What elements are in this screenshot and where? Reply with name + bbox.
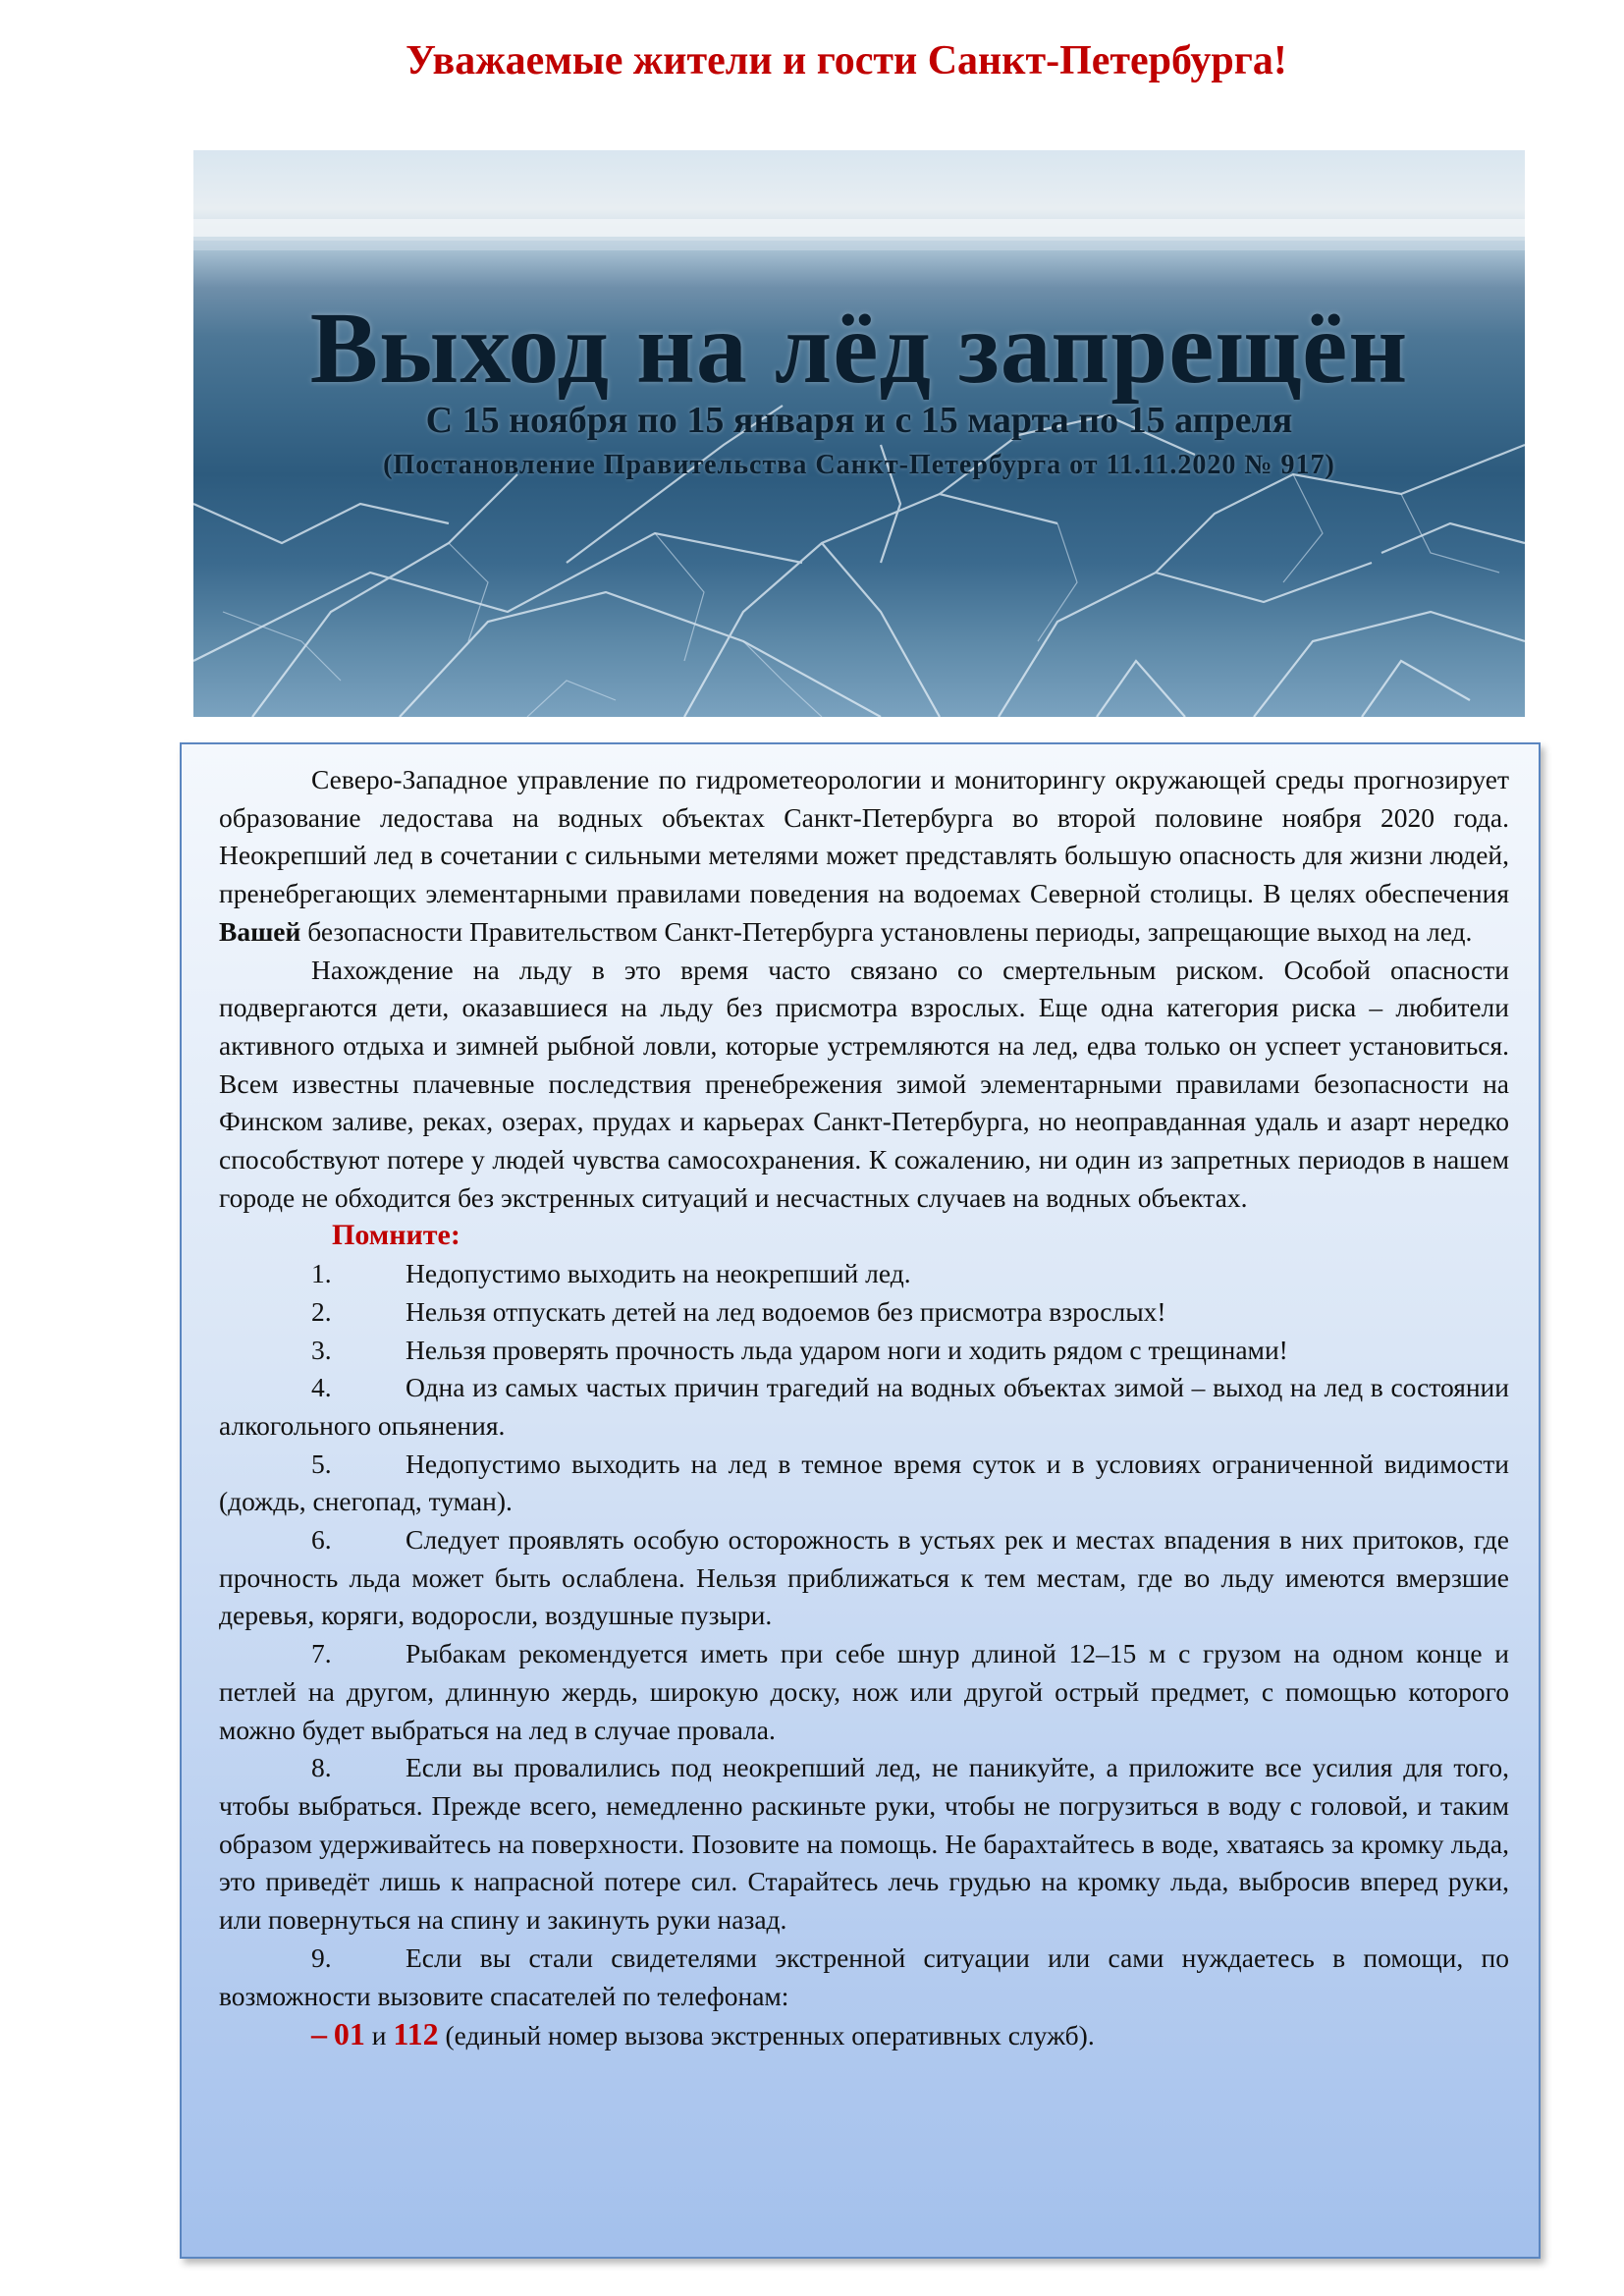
rule-text: Если вы провалились под неокрепший лед, не паникуйте, а приложите все усилия для того, чтобы выбраться. Прежде всего, немедленно раскиньте руки, чтобы не погрузиться в воду с головой, и таким образом удерживайтесь на поверхности. Позовите на помощь. Не барахтайтесь в воде, хватаясь за кромку льда, это приведёт лишь к напрасной потере сил. Старайтесь лечь грудью на кромку льда, выбросив вперед руки, или повернуться на спину и закинуть руки назад. [219, 1752, 1509, 1936]
rule-number: 5. [311, 1448, 332, 1479]
notice-box [180, 742, 1541, 2259]
rule-number: 6. [311, 1524, 332, 1556]
rule-item [219, 1749, 1509, 1940]
banner-dates: С 15 ноября по 15 января и с 15 марта по 15 апреля [425, 400, 1293, 441]
intro-bold: Вашей [219, 915, 301, 947]
phone-conjunction: и [371, 2020, 387, 2051]
phone-dash: – [311, 2016, 327, 2052]
phone-note: (единый номер вызова экстренных оперативных служб). [445, 2020, 1095, 2051]
rule-item [219, 1293, 1509, 1332]
rule-item [219, 1635, 1509, 1749]
rule-item [219, 1369, 1509, 1445]
rule-text: Недопустимо выходить на лед в темное время суток и в условиях ограниченной видимости (дождь, снегопад, туман). [219, 1448, 1509, 1517]
rule-text: Одна из самых частых причин трагедий на водных объектах зимой – выход на лед в состоянии алкогольного опьянения. [219, 1372, 1509, 1441]
rule-number: 4. [311, 1372, 332, 1403]
rule-text: Рыбакам рекомендуется иметь при себе шнур длиной 12–15 м с грузом на одном конце и петлей на другом, длинную жердь, широкую доску, нож или другой острый предмет, с помощью которого можно будет выбраться на лед в случае провала. [219, 1638, 1509, 1745]
remember-heading: Помните: [332, 1219, 460, 1252]
rule-text: Недопустимо выходить на неокрепший лед. [406, 1258, 911, 1289]
rule-number: 7. [311, 1638, 332, 1669]
intro-text-end: безопасности Правительством Санкт-Петербурга установлены периоды, запрещающие выход на лед. [307, 915, 1473, 947]
rule-item [219, 1255, 1509, 1293]
rule-item [219, 1940, 1509, 2015]
rule-number: 1. [311, 1258, 332, 1289]
rule-text: Нельзя отпускать детей на лед водоемов без присмотра взрослых! [406, 1295, 1166, 1327]
phone-number-112: 112 [393, 2016, 439, 2052]
emergency-phones [311, 2015, 1509, 2055]
rule-text: Если вы стали свидетелями экстренной ситуации или сами нуждаетесь в помощи, по возможности вызовите спасателей по телефонам: [219, 1941, 1509, 2011]
ice-banner [193, 150, 1525, 717]
rule-number: 3. [311, 1334, 332, 1365]
rule-text: Нельзя проверять прочность льда ударом ноги и ходить рядом с трещинами! [406, 1334, 1288, 1365]
page-title: Уважаемые жители и гости Санкт-Петербурга! [406, 38, 1287, 83]
risk-paragraph: Нахождение на льду в это время часто связано со смертельным риском. Особой опасности подвергаются дети, оказавшиеся на льду без присмотра взрослых. Еще одна категория риска – любители активного отдыха и зимней рыбной ловли, которые устремляются на лед, едва только он успеет установиться. Всем известны плачевные последствия пренебрежения зимой элементарными правилами безопасности на Финском заливе, реках, озерах, прудах и карьерах Санкт-Петербурга, но неоправданная удаль и азарт нередко способствуют потере у людей чувства самосохранения. К сожалению, ни один из запретных периодов в нашем городе не обходится без экстренных ситуаций и несчастных случаев на водных объектах. [219, 954, 1509, 1213]
banner-decree: (Постановление Правительства Санкт-Петербурга от 11.11.2020 № 917) [383, 450, 1335, 480]
rule-text: Следует проявлять особую осторожность в устьях рек и местах впадения в них притоков, где прочность льда может быть ослаблена. Нельзя приближаться к тем местам, где во льду имеются вмерзшие деревья, коряги, водоросли, воздушные пузыри. [219, 1524, 1509, 1631]
intro-text: Северо-Западное управление по гидрометеорологии и мониторингу окружающей среды прогнозирует образование ледостава на водных объектах Санкт-Петербурга во второй половине ноября 2020 года. Неокрепший лед в сочетании с сильными метелями может представлять большую опасность для жизни людей, пренебрегающих элементарными правилами поведения на водоемах Северной столицы. В целях обеспечения [219, 764, 1509, 909]
rule-item [219, 1332, 1509, 1370]
banner-title: Выход на лёд запрещён [309, 292, 1409, 405]
rule-number: 9. [311, 1941, 332, 1973]
rule-number: 8. [311, 1752, 332, 1783]
intro-paragraph [219, 761, 1509, 952]
phone-number-01: 01 [333, 2016, 365, 2052]
rule-number: 2. [311, 1295, 332, 1327]
rule-item [219, 1446, 1509, 1521]
rule-item [219, 1521, 1509, 1635]
